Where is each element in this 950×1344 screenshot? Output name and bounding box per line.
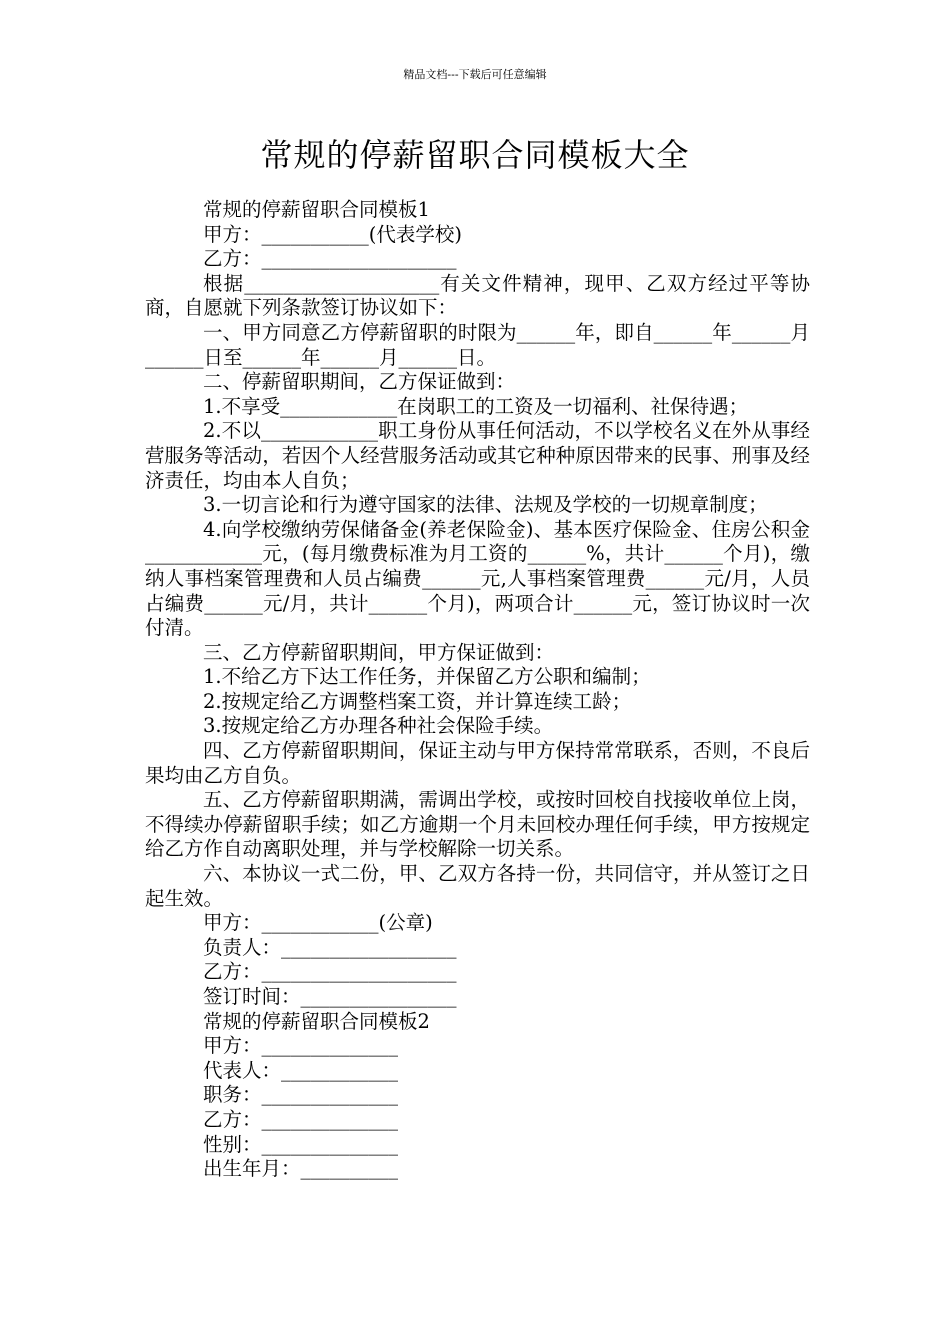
paragraph: 四、乙方停薪留职期间，保证主动与甲方保持常常联系，否则，不良后果均由乙方自负。: [145, 739, 810, 787]
section-heading: 常规的停薪留职合同模板2: [203, 1009, 430, 1033]
document-body: [145, 198, 810, 1182]
paragraph: 2.按规定给乙方调整档案工资，并计算连续工龄；: [203, 689, 632, 713]
paragraph: 1.不给乙方下达工作任务，并保留乙方公职和编制；: [203, 665, 651, 689]
paragraph: 五、乙方停薪留职期满，需调出学校，或按时回校自找接收单位上岗，不得续办停薪留职手续；如乙方逾期一个月未回校办理任何手续，甲方按规定给乙方作自动离职处理，并与学校解除一切关系。: [145, 788, 810, 861]
paragraph: 三、乙方停薪留职期间，甲方保证做到：: [203, 640, 555, 664]
paragraph: 一、甲方同意乙方停薪留职的时限为______年，即自______年______月______日至______年______月______日。: [145, 320, 810, 369]
signature-line: 负责人：__________________: [203, 935, 457, 959]
paragraph: 甲方：___________(代表学校): [203, 222, 462, 246]
paragraph: 六、本协议一式二份，甲、乙双方各持一份，共同信守，并从签订之日起生效。: [145, 862, 810, 910]
header-note: 精品文档---下载后可任意编辑: [403, 68, 547, 81]
paragraph: 2.不以____________职工身份从事任何活动，不以学校名义在外从事经营服务等活动，若因个人经营服务活动或其它种种原因带来的民事、刑事及经济责任，均由本人自负；: [145, 419, 810, 492]
paragraph: 乙方：____________________: [203, 247, 457, 271]
form-line: 乙方：______________: [203, 1107, 399, 1131]
paragraph: 根据____________________有关文件精神，现甲、乙双方经过平等协商，自愿就下列条款签订协议如下：: [145, 271, 810, 320]
paragraph: 3.按规定给乙方办理各种社会保险手续。: [203, 714, 554, 738]
document-title: 常规的停薪留职合同模板大全: [260, 136, 690, 174]
form-line: 出生年月：__________: [203, 1157, 399, 1181]
signature-line: 甲方：____________(公章): [203, 911, 433, 935]
paragraph: 二、停薪留职期间，乙方保证做到：: [203, 370, 516, 394]
signature-line: 乙方：____________________: [203, 960, 457, 984]
form-line: 性别：______________: [203, 1132, 399, 1156]
paragraph: 常规的停薪留职合同模板1: [203, 198, 430, 221]
form-line: 职务：______________: [203, 1083, 399, 1107]
form-line: 甲方：______________: [203, 1034, 399, 1058]
form-line: 代表人：____________: [203, 1058, 399, 1082]
paragraph: 1.不享受____________在岗职工的工资及一切福利、社保待遇；: [203, 394, 749, 418]
paragraph: 4.向学校缴纳劳保储备金(养老保险金)、基本医疗保险金、住房公积金____________元，(每月缴费标准为月工资的______%，共计______个月)，缴纳人事档案管理费和人员占编费______元,人事档案管理费______元/月，人员占编费______元/月，共计______个月)，两项合计______元，签订协议时一次付清。: [145, 517, 810, 640]
signature-line: 签订时间：________________: [203, 985, 457, 1008]
paragraph: 3.一切言论和行为遵守国家的法律、法规及学校的一切规章制度；: [203, 493, 768, 517]
